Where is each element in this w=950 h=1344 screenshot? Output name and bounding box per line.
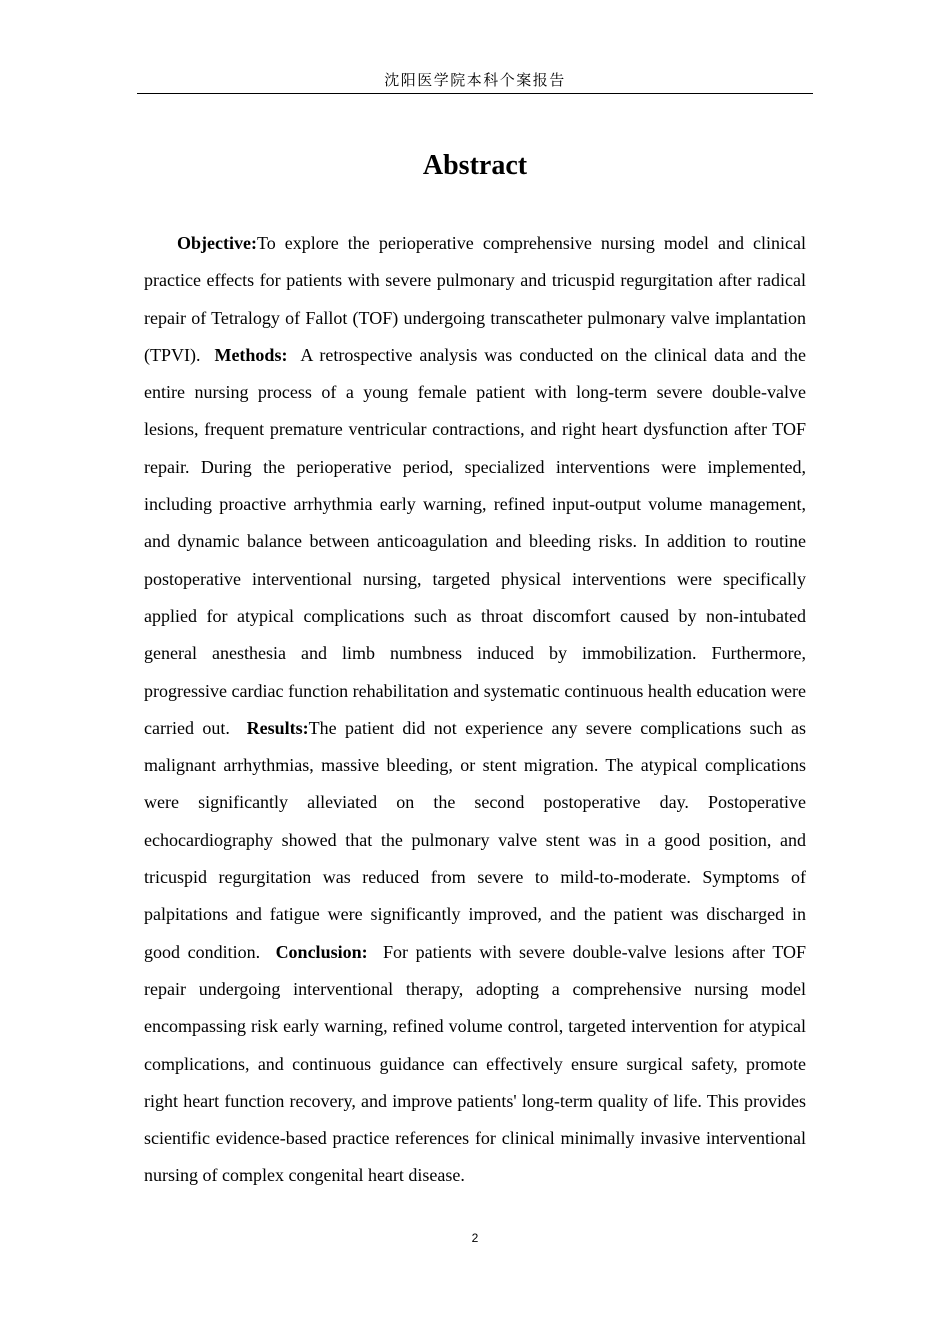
page-title: Abstract [422, 150, 528, 181]
abstract-paragraph [144, 225, 806, 1195]
objective-text: To explore the perioperative comprehensive nursing model and clinical practice effects for patients with severe pulmonary and tricuspid regurgitation after radical repair of Tetralogy of Fallot (TOF) undergoing transcatheter pulmonary valve implantation (TPVI). [144, 233, 806, 365]
results-text: The patient did not experience any severe complications such as malignant arrhythmias, massive bleeding, or stent migration. The atypical complications were significantly alleviated on the second postoperative day. Postoperative echocardiography showed that the pulmonary valve stent was in a good position, and tricuspid regurgitation was reduced from severe to mild-to-moderate. Symptoms of palpitations and fatigue were significantly improved, and the patient was discharged in good condition. [144, 717, 806, 962]
running-header [137, 69, 813, 94]
methods-label: Methods: [214, 344, 288, 365]
running-header-text: 沈阳医学院本科个案报告 [384, 71, 566, 89]
conclusion-label: Conclusion: [275, 941, 368, 962]
results-label: Results: [246, 717, 309, 738]
methods-text: A retrospective analysis was conducted on the clinical data and the entire nursing process of a young female patient with long-term severe double-valve lesions, frequent premature ventricular contractions, and right heart dysfunction after TOF repair. During the perioperative period, specialized interventions were implemented, including proactive arrhythmia early warning, refined input-output volume management, and dynamic balance between anticoagulation and bleeding risks. In addition to routine postoperative interventional nursing, targeted physical interventions were specifically applied for atypical complications such as throat discomfort caused by non-intubated general anesthesia and limb numbness induced by immobilization. Furthermore, progressive cardiac function rehabilitation and systematic continuous health education were carried out. [144, 344, 806, 738]
conclusion-text: For patients with severe double-valve lesions after TOF repair undergoing interventional therapy, adopting a comprehensive nursing model encompassing risk early warning, refined volume control, targeted intervention for atypical complications, and continuous guidance can effectively ensure surgical safety, promote right heart function recovery, and improve patients' long-term quality of life. This provides scientific evidence-based practice references for clinical minimally invasive interventional nursing of complex congenital heart disease. [144, 941, 807, 1186]
objective-label: Objective: [177, 233, 257, 253]
page-number: 2 [471, 1231, 479, 1245]
